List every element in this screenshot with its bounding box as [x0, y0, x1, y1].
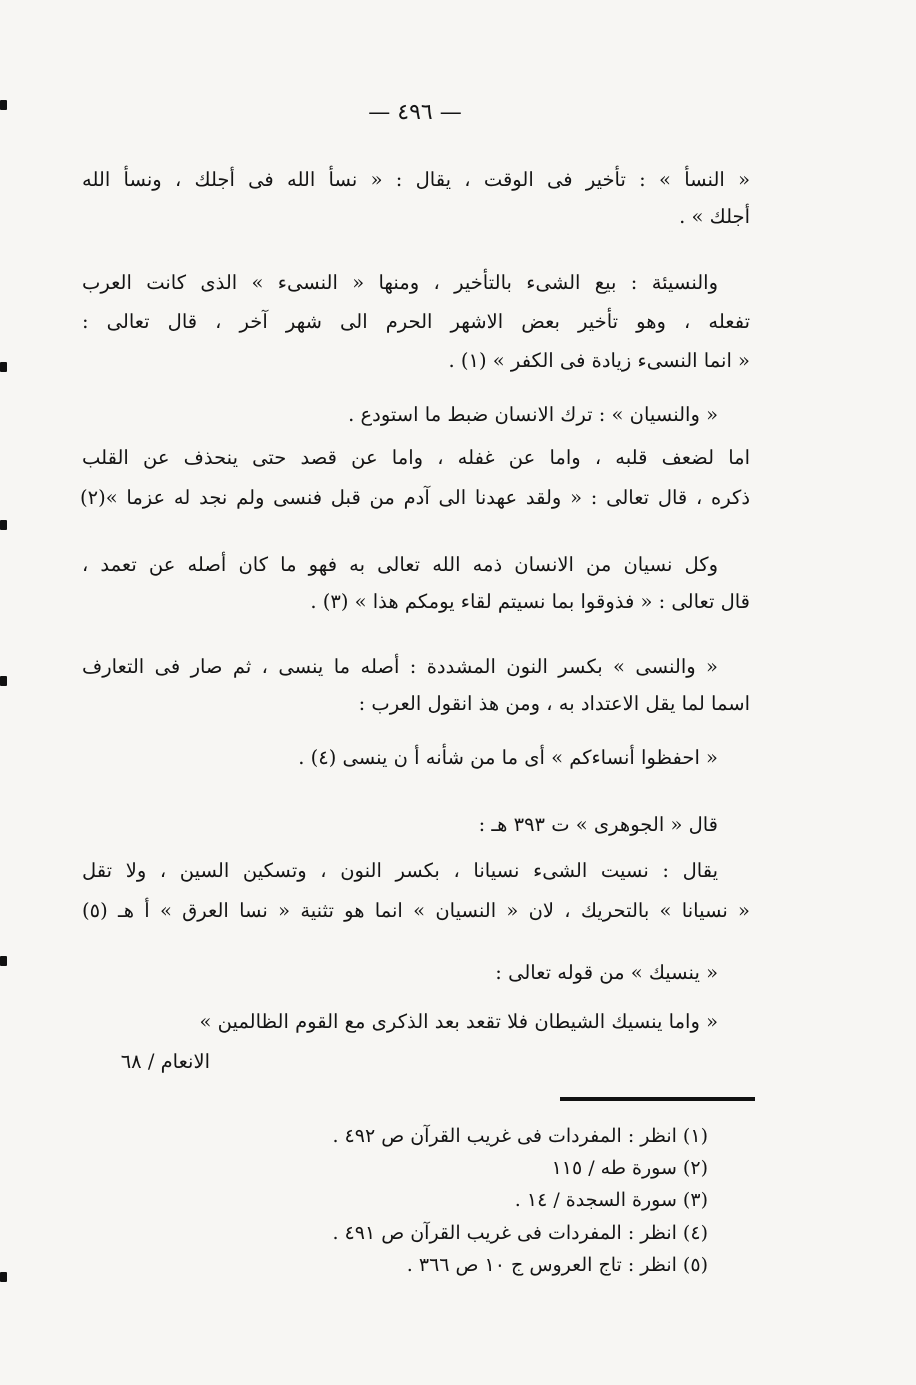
footnote: (٤) انظر : المفردات فى غريب القرآن ص ٤٩١ . [332, 1222, 708, 1244]
footnote: (٢) سورة طه / ١١٥ [551, 1157, 708, 1179]
text-line: « انما النسىء زيادة فى الكفر » (١) . [448, 349, 750, 372]
margin-mark [0, 362, 7, 372]
footnote: (٣) سورة السجدة / ١٤ . [514, 1189, 708, 1211]
footnote-separator [560, 1097, 755, 1101]
text-line: « نسيانا » بالتحريك ، لان « النسيان » انما هو تثنية « نسا العرق » أ هـ (٥) [82, 899, 750, 922]
margin-mark [0, 1272, 7, 1282]
text-line: تفعله ، وهو تأخير بعض الاشهر الحرم الى شهر آخر ، قال تعالى : [82, 310, 750, 333]
text-line: « واما ينسيك الشيطان فلا تقعد بعد الذكرى مع القوم الظالمين » [199, 1010, 718, 1033]
text-line: « احفظوا أنساءكم » أى ما من شأنه أ ن ينسى (٤) . [298, 746, 718, 769]
footnote: (٥) انظر : تاج العروس ج ١٠ ص ٣٦٦ . [406, 1254, 708, 1276]
footnote: (١) انظر : المفردات فى غريب القرآن ص ٤٩٢ . [332, 1125, 708, 1147]
text-line: أجلك » . [679, 205, 750, 228]
text-line: « والنسيان » : ترك الانسان ضبط ما استودع . [348, 403, 718, 426]
text-line: قال « الجوهرى » ت ٣٩٣ هـ : [478, 813, 718, 836]
text-line: قال تعالى : « فذوقوا بما نسيتم لقاء يومكم هذا » (٣) . [310, 590, 750, 613]
text-line: يقال : نسيت الشىء نسيانا ، بكسر النون ، وتسكين السين ، ولا تقل [82, 859, 718, 882]
text-line: وكل نسيان من الانسان ذمه الله تعالى به فهو ما كان أصله عن تعمد ، [82, 553, 718, 576]
text-line: « والنسى » بكسر النون المشددة : أصله ما ينسى ، ثم صار فى التعارف [82, 655, 718, 678]
text-line: اسما لما يقل الاعتداد به ، ومن هذ انقول العرب : [358, 692, 750, 715]
margin-mark [0, 676, 7, 686]
margin-mark [0, 100, 7, 110]
text-line: والنسيئة : بيع الشىء بالتأخير ، ومنها « النسىء » الذى كانت العرب [82, 271, 718, 294]
text-line: « ينسيك » من قوله تعالى : [495, 961, 718, 984]
text-line: ذكره ، قال تعالى : « ولقد عهدنا الى آدم من قبل فنسى ولم نجد له عزما »(٢) [80, 486, 750, 509]
page-number: — ٤٩٦ — [368, 100, 462, 125]
margin-mark [0, 956, 7, 966]
verse-reference: الانعام / ٦٨ [120, 1050, 210, 1073]
text-line: « النسأ » : تأخير فى الوقت ، يقال : « نسأ الله فى أجلك ، ونسأ الله [82, 168, 750, 191]
text-line: اما لضعف قلبه ، واما عن غفله ، واما عن قصد حتى ينحذف عن القلب [82, 446, 750, 469]
margin-mark [0, 520, 7, 530]
